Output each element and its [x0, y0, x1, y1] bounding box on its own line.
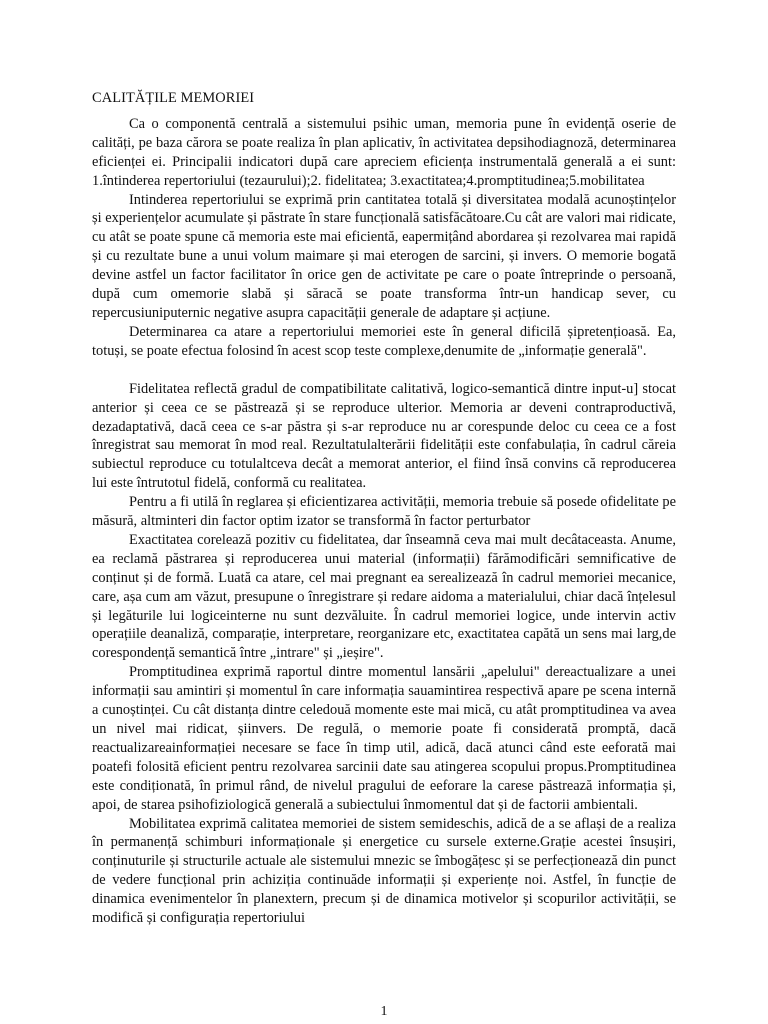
page-title: CALITĂȚILE MEMORIEI [92, 90, 255, 106]
page-number: 1 [380, 1004, 388, 1019]
paragraph-fidelitatea: Fidelitatea reflectă gradul de compatibilitate calitativă, logico-semantică dintre input-u] stocat anterior și ceea ce se păstrează și se reproduce ulterior. Memoria ar deveni contraproductivă, dezadaptativă, dacă ceea ce s-ar păstra și s-ar reproduce nu ar corespunde deloc cu ceea ce a fost înregistrat sau memorat în mod real. Rezultatulalterării fidelității este confabulația, în cadrul căreia subiectul reproduce cu totulaltceva decât a memorat anterior, el fiind însă convins că reproducerea lui este întrutotul fidelă, conformă cu realitatea. [92, 380, 676, 492]
paragraph-mobilitatea: Mobilitatea exprimă calitatea memoriei de sistem semideschis, adică de a se aflași de a realiza în permanență schimburi informaționale și energetice cu sursele externe.Grație acestei însușiri, conținuturile și structurile actuale ale sistemului mnezic se îmbogățesc și se perfecționează din punct de vedere funcțional prin achiziția continuăde informații și experiențe noi. Astfel, în funcție de dinamica evenimentelor în planextern, precum și de dinamica motivelor și scopurilor activității, se modifică și configurația repertoriului [92, 815, 676, 927]
paragraph-promptitudinea: Promptitudinea exprimă raportul dintre momentul lansării „apelului" dereactualizare a unei informații sau amintiri și momentul în care informația sauamintirea respectivă apare pe scena internă a cunoștinței. Cu cât distanța dintre celedouă momente este mai mică, cu atât promptitudinea va avea un nivel mai ridicat, șiinvers. De regulă, o memorie poate fi considerată promptă, dacă reactualizareainformației necesare se face în timp util, adică, dacă atunci când este eeforată mai poatefi folosită eficient pentru rezolvarea sarcinii date sau atingerea scopului propus.Promptitudinea este condiționată, în primul rând, de nivelul pragului de eeforare la carese păstrează informația și, apoi, de starea psihofiziologică generală a subiectului înmomentul dat și de factorii ambientali. [92, 664, 676, 813]
paragraph-fidelitatea-utilitate: Pentru a fi utilă în reglarea și eficientizarea activității, memoria trebuie să posede ofidelitate pe măsură, altminteri din factor optim izator se transformă în factor perturbator [92, 494, 676, 530]
paragraph-spacer [92, 361, 676, 380]
document-page [92, 89, 676, 928]
paragraph-determinarea-repertoriului: Determinarea ca atare a repertoriului memoriei este în general dificilă șipretențioasă. Ea, totuși, se poate efectua folosind în acest scop teste complexe,denumite de „informație generală". [92, 323, 676, 359]
paragraph-intinderea-repertoriului: Intinderea repertoriului se exprimă prin cantitatea totală și diversitatea modală acunoștințelor și experiențelor acumulate și păstrate în stare funcțională satisfăcătoare.Cu cât are valori mai ridicate, cu atât se poate spune că memoria este mai eficientă, eapermițând abordarea și rezolvarea mai rapidă și cu rezultate bune a unui volum maimare și mai eterogen de sarcini, și invers. O memorie bogată devine astfel un factor facilitator în orice gen de activitate pe care o poate întreprinde o persoană, după cum omemorie slabă și săracă se poate transforma într-un handicap sever, cu repercusiuniputernic negative asupra capacității generale de adaptare și acțiune. [92, 191, 676, 321]
paragraph-exactitatea: Exactitatea corelează pozitiv cu fidelitatea, dar înseamnă ceva mai mult decâtaceasta. Anume, ea reclamă păstrarea și reproducerea unui material (informații) fărămodificări semnificative de conținut și de formă. Luată ca atare, cel mai pregnant ea serealizează în cadrul memoriei mecanice, care, așa cum am văzut, presupune o înregistrare și redare aidoma a materialului, chiar dacă înțelesul și legăturile lui logiceinterne nu sunt dezvăluite. În cadrul memoriei logice, unde intervin activ operațiile deanaliză, comparație, interpretare, reorganizare etc, exactitatea capătă un sens mai larg,de corespondență semantică între „intrare" și „ieșire". [92, 531, 676, 662]
paragraph-intro: Ca o componentă centrală a sistemului psihic uman, memoria pune în evidență oserie de calități, pe baza cărora se poate realiza în plan aplicativ, în activitatea depsihodiagnoză, determinarea eficienței ei. Principalii indicatori după care apreciem eficiența instrumentală generală a ei sunt: 1.întinderea repertoriului (tezaurului);2. fidelitatea; 3.exactitatea;4.promptitudinea;5.mobilitatea [92, 115, 676, 189]
